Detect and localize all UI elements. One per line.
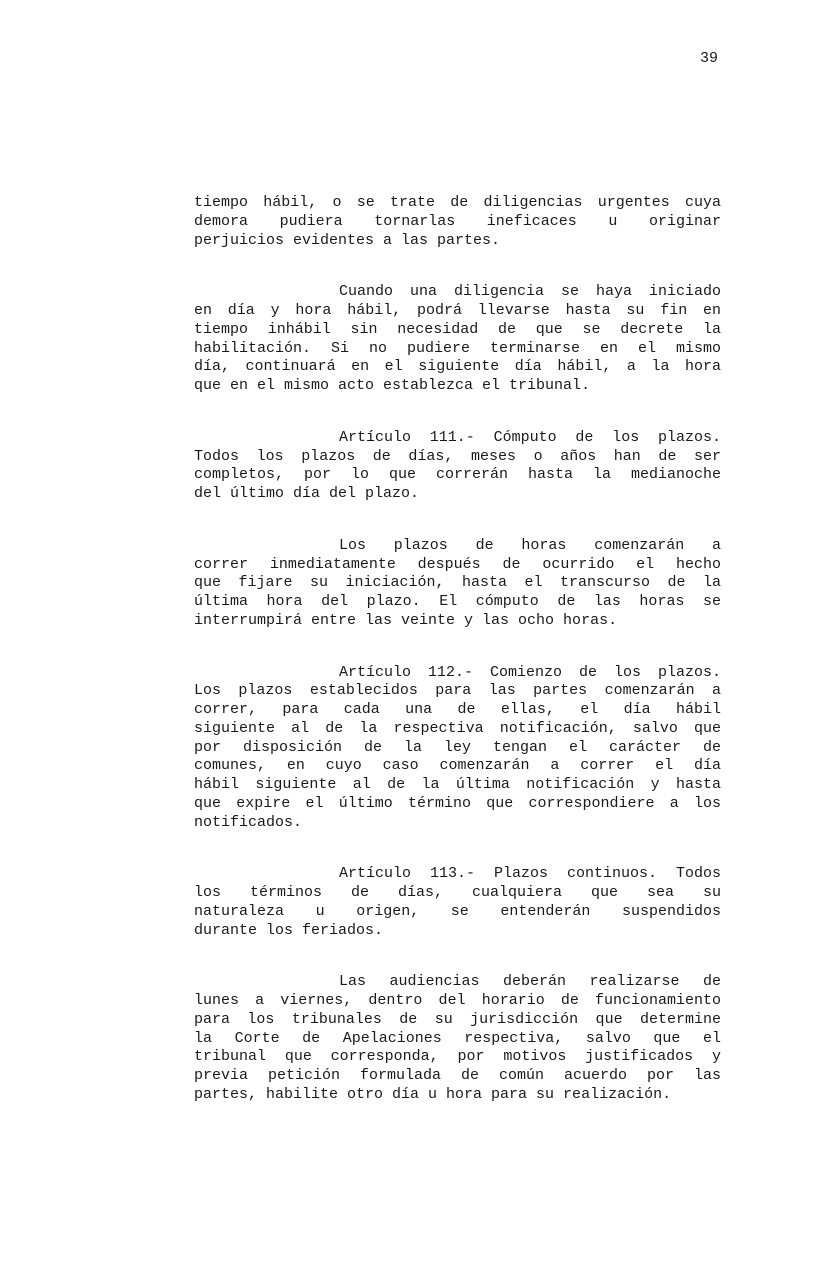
- text-line: completos, por lo que correrán hasta la medianoche: [194, 466, 721, 484]
- text-line: la Corte de Apelaciones respectiva, salvo que el: [194, 1029, 721, 1047]
- article-heading-line: Artículo 112.- Comienzo de los plazos.: [339, 663, 721, 681]
- text-line: del último día del plazo.: [194, 485, 420, 502]
- text-line: para los tribunales de su jurisdicción que determine: [194, 1010, 721, 1028]
- paragraph: [194, 537, 721, 631]
- text-line: durante los feriados.: [194, 921, 384, 939]
- paragraph: [194, 664, 721, 833]
- paragraph: [194, 973, 721, 1104]
- paragraph: [194, 865, 721, 940]
- page-number: 39: [700, 50, 719, 67]
- text-line: notificados.: [194, 813, 303, 831]
- text-line: Las audiencias deberán realizarse de: [339, 973, 721, 991]
- paragraph: [194, 194, 721, 250]
- text-line: que fijare su iniciación, hasta el transcurso de la: [194, 574, 721, 592]
- text-line: habilitación. Si no pudiere terminarse en el mismo: [194, 339, 721, 357]
- text-line: correr inmediatamente después de ocurrido el hecho: [194, 555, 721, 573]
- text-line: lunes a viernes, dentro del horario de funcionamiento: [194, 992, 721, 1009]
- text-line: Todos los plazos de días, meses o años han de ser: [194, 447, 721, 465]
- text-line: Cuando una diligencia se haya iniciado: [339, 283, 721, 301]
- text-line: los términos de días, cualquiera que sea su: [194, 884, 721, 901]
- text-line: demora pudiera tornarlas ineficaces u originar: [194, 212, 721, 230]
- paragraph: [194, 429, 721, 504]
- text-line: Los plazos de horas comenzarán a: [339, 536, 721, 554]
- text-line: tiempo inhábil sin necesidad de que se decrete la: [194, 320, 721, 338]
- text-line: perjuicios evidentes a las partes.: [194, 231, 501, 249]
- paragraph: [194, 283, 721, 396]
- text-line: previa petición formulada de común acuerdo por las: [194, 1067, 721, 1084]
- text-line: tiempo hábil, o se trate de diligencias urgentes cuya: [194, 194, 721, 211]
- text-line: hábil siguiente al de la última notificación y hasta: [194, 776, 721, 793]
- text-line: partes, habilite otro día u hora para su realización.: [194, 1085, 672, 1103]
- text-line: naturaleza u origen, se entenderán suspendidos: [194, 902, 721, 920]
- text-line: que en el mismo acto establezca el tribunal.: [194, 377, 591, 394]
- text-line: correr, para cada una de ellas, el día hábil: [194, 701, 721, 718]
- text-line: interrumpirá entre las veinte y las ocho horas.: [194, 611, 618, 629]
- text-line: Los plazos establecidos para las partes comenzarán a: [194, 682, 721, 700]
- text-line: que expire el último término que correspondiere a los: [194, 794, 721, 812]
- article-heading-line: Artículo 113.- Plazos continuos. Todos: [339, 865, 721, 883]
- document-body: [194, 194, 721, 1105]
- text-line: comunes, en cuyo caso comenzarán a correr el día: [194, 757, 721, 775]
- text-line: última hora del plazo. El cómputo de las horas se: [194, 593, 721, 610]
- article-heading-line: Artículo 111.- Cómputo de los plazos.: [339, 428, 721, 446]
- text-line: siguiente al de la respectiva notificación, salvo que: [194, 719, 721, 737]
- text-line: en día y hora hábil, podrá llevarse hasta su fin en: [194, 302, 721, 319]
- text-line: día, continuará en el siguiente día hábil, a la hora: [194, 358, 721, 376]
- text-line: tribunal que corresponda, por motivos justificados y: [194, 1048, 721, 1066]
- text-line: por disposición de la ley tengan el carácter de: [194, 738, 721, 756]
